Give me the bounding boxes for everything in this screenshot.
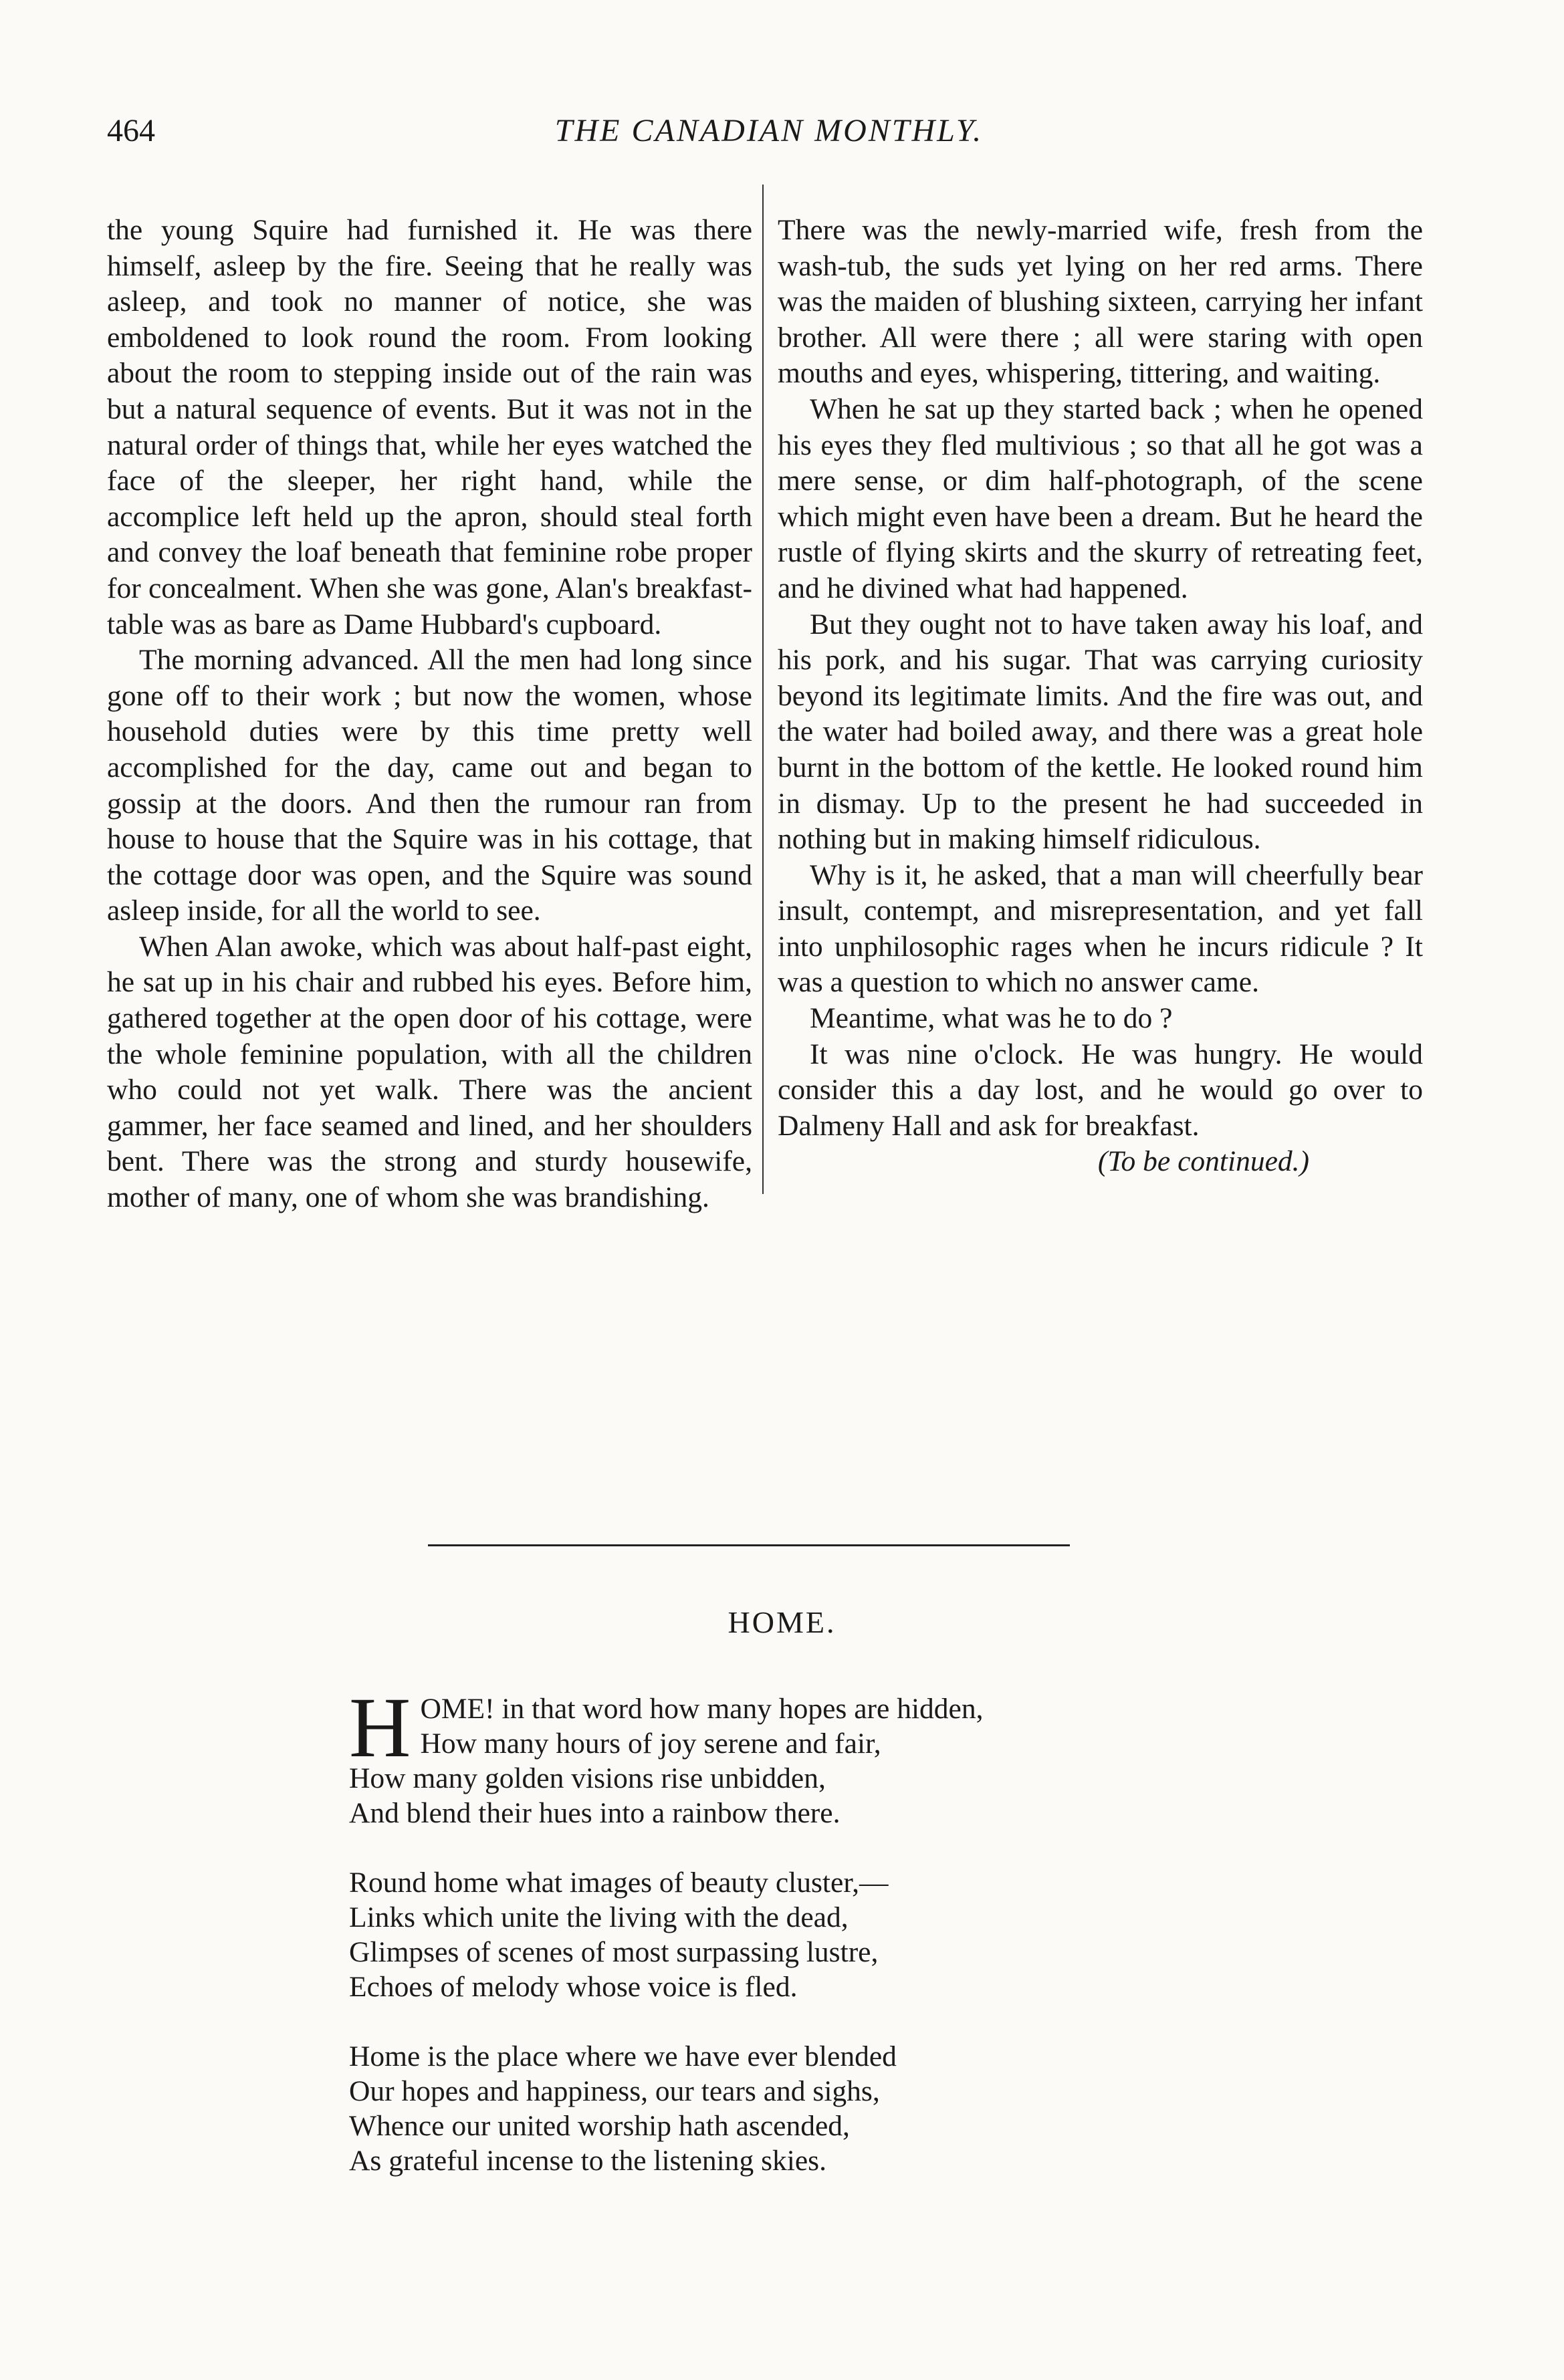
continued-note: (To be continued.) <box>1097 1145 1309 1178</box>
stanza-2 <box>349 1865 1218 2004</box>
poem-line: How many golden visions rise unbidden, <box>349 1762 826 1794</box>
poem-line: Whence our united worship hath ascended, <box>349 2110 850 2142</box>
paragraph: Meantime, what was he to do ? <box>810 1002 1173 1035</box>
page-header <box>107 112 1431 152</box>
poem-line: Round home what images of beauty cluster,— <box>349 1867 889 1899</box>
poem-line: Echoes of melody whose voice is fled. <box>349 1971 798 2003</box>
running-title: THE CANADIAN MONTHLY. <box>554 113 984 148</box>
stanza-1 <box>349 1680 1218 1830</box>
poem-line: Home is the place where we have ever blended <box>349 2040 897 2072</box>
poem-line: As grateful incense to the listening skies. <box>349 2145 826 2177</box>
paragraph: the young Squire had furnished it. He was there himself, asleep by the fire. Seeing that he really was asleep, and took no manner of notice, she was emboldened to look round the room. From looking about the room to stepping inside out of the rain was but a natural sequence of events. But it was not in the natural order of things that, while her eyes watched the face of the sleeper, her right hand, while the accomplice left held up the apron, should steal forth and convey the loaf beneath that feminine robe proper for concealment. When she was gone, Alan's breakfast-table was as bare as Dame Hubbard's cupboard. <box>107 214 752 640</box>
poem <box>349 1680 1218 2213</box>
section-rule <box>428 1544 1070 1546</box>
drop-cap: H <box>349 1680 411 1775</box>
poem-line: OME! in that word how many hopes are hidden, <box>420 1693 984 1725</box>
paragraph: When Alan awoke, which was about half-past eight, he sat up in his chair and rubbed his eyes. Before him, gathered together at the open door of his cottage, were the whole feminine population, with all the children who could not yet walk. There was the ancient gammer, her face seamed and lined, and her shoulders bent. There was the strong and sturdy housewife, mother of many, one of whom she was brandishing. <box>107 930 752 1214</box>
paragraph: When he sat up they started back ; when he opened his eyes they fled multivious ; so that all he got was a mere sense, or dim half-photograph, of the scene which might even have been a dream. But he heard the rustle of flying skirts and the skurry of retreating feet, and he divined what had happened. <box>778 392 1423 604</box>
poem-line: How many hours of joy serene and fair, <box>420 1728 881 1760</box>
paragraph: There was the newly-married wife, fresh from the wash-tub, the suds yet lying on her red arms. There was the maiden of blushing sixteen, carrying her infant brother. All were there ; all were staring with open mouths and eyes, whispering, tittering, and waiting. <box>778 214 1423 390</box>
poem-line: Glimpses of scenes of most surpassing lustre, <box>349 1936 879 1968</box>
poem-line: Our hopes and happiness, our tears and sighs, <box>349 2075 880 2107</box>
paragraph: Why is it, he asked, that a man will cheerfully bear insult, contempt, and misrepresentation, and yet fall into unphilosophic rages when he incurs ridicule ? It was a question to which no answer came. <box>778 858 1423 999</box>
column-divider <box>762 185 764 1194</box>
paragraph: The morning advanced. All the men had long since gone off to their work ; but now the women, whose household duties were by this time pretty well accomplished for the day, came out and began to gossip at the doors. And then the rumour ran from house to house that the Squire was in his cottage, that the cottage door was open, and the Squire was sound asleep inside, for all the world to see. <box>107 644 752 927</box>
paragraph: But they ought not to have taken away his loaf, and his pork, and his sugar. That was carrying curiosity beyond its legitimate limits. And the fire was out, and the water had boiled away, and there was a great hole burnt in the bottom of the kettle. He looked round him in dismay. Up to the present he had succeeded in nothing but in making himself ridiculous. <box>778 608 1423 856</box>
poem-line: And blend their hues into a rainbow there. <box>349 1797 841 1829</box>
story-right-column <box>778 213 1423 1180</box>
poem-line: Links which unite the living with the dead, <box>349 1901 849 1933</box>
story-left-column <box>107 213 752 1216</box>
poem-title: HOME. <box>728 1605 836 1639</box>
paragraph: It was nine o'clock. He was hungry. He would consider this a day lost, and he would go over to Dalmeny Hall and ask for breakfast. <box>778 1038 1423 1142</box>
stanza-3 <box>349 2039 1218 2178</box>
page-number: 464 <box>107 113 155 148</box>
